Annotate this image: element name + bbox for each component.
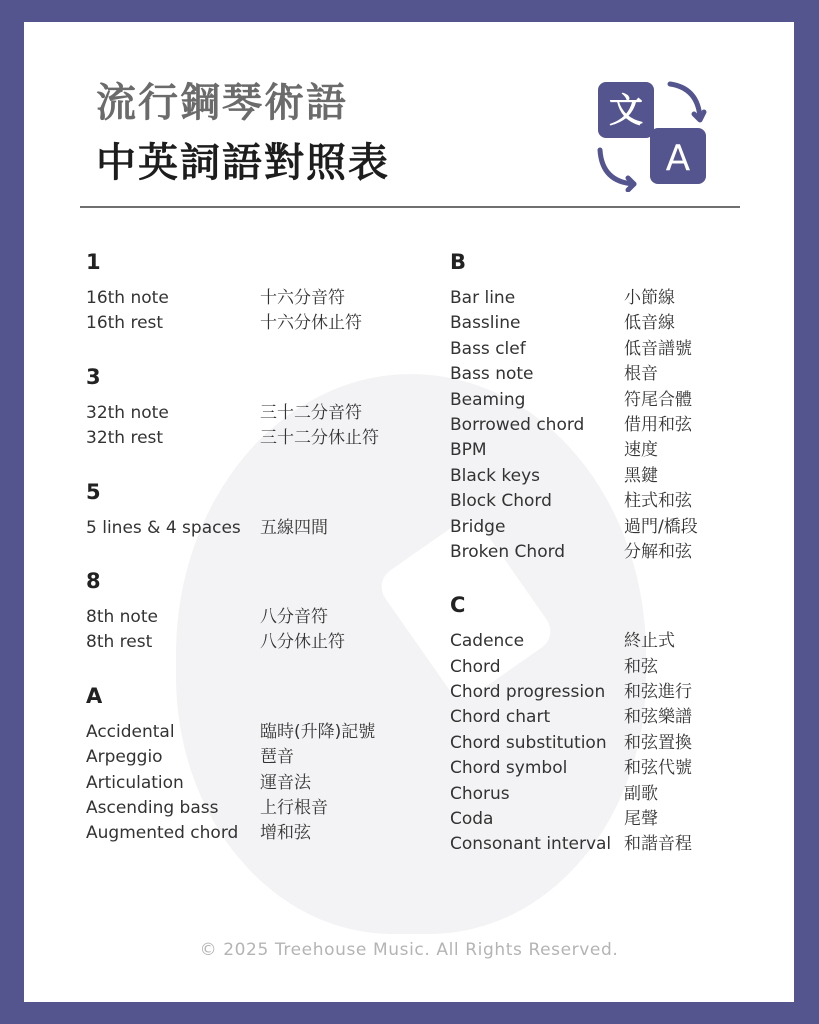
term-chinese: 黑鍵 [624,465,658,486]
term-english: Cadence [450,631,525,652]
term-english: Arpeggio [86,747,163,768]
term-english: Chorus [450,783,510,804]
term-chinese: 小節線 [624,288,675,308]
term-chinese: 八分休止符 [260,632,345,653]
term-english: Bassline [450,313,521,334]
term-english: 32th rest [86,428,164,449]
term-row [450,311,780,336]
glossary-section [86,248,416,337]
term-chinese: 和弦 [624,656,658,677]
term-row [86,630,416,655]
term-chinese: 臨時(升降)記號 [260,721,376,742]
term-english: Bass clef [450,338,526,359]
term-row [450,489,780,514]
glossary-section [86,363,416,452]
term-row [86,745,416,770]
term-row [450,807,780,832]
term-english: Chord chart [450,707,551,728]
term-chinese: 和弦代號 [624,758,692,779]
term-english: 5 lines & 4 spaces [86,517,241,538]
term-english: Coda [450,809,494,830]
term-row [450,388,780,413]
term-chinese: 終止式 [624,631,675,652]
term-english: 8th note [86,606,158,627]
term-english: Black keys [450,465,541,486]
term-english: Articulation [86,772,184,793]
term-chinese: 尾聲 [624,809,658,830]
term-chinese: 過門/橋段 [624,516,698,537]
copyright-footer: © 2025 Treehouse Music. All Rights Reserved. [199,940,619,960]
section-heading: 5 [86,479,101,504]
section-heading: 8 [86,568,101,593]
term-english: Broken Chord [450,541,566,562]
glossary-section [450,591,780,858]
term-row [450,680,780,705]
section-heading: C [450,593,466,618]
term-chinese: 五線四間 [260,517,328,538]
term-english: Bar line [450,288,516,308]
glossary-column-right [450,242,780,858]
term-english: Accidental [86,721,175,742]
term-row [450,286,780,311]
term-row [450,756,780,781]
term-english: Bass note [450,364,534,385]
term-chinese: 運音法 [260,772,311,793]
term-english: 16th note [86,288,169,308]
term-english: Augmented chord [86,823,239,844]
term-english: Bridge [450,516,506,537]
glossary-section [86,682,416,847]
term-row [86,426,416,451]
term-row [450,540,780,565]
term-row [450,362,780,387]
term-row [450,782,780,807]
glossary-column-left [86,242,416,847]
term-chinese: 三十二分休止符 [260,428,379,449]
term-row [450,515,780,540]
term-chinese: 和弦置換 [624,732,692,753]
term-chinese: 副歌 [624,783,658,804]
term-row [450,832,780,857]
term-english: Beaming [450,389,526,410]
term-chinese: 上行根音 [260,797,328,818]
term-chinese: 十六分休止符 [260,313,362,334]
term-chinese: 和弦樂譜 [624,707,692,728]
term-chinese: 速度 [624,440,658,461]
term-chinese: 八分音符 [260,606,328,627]
section-heading: A [86,683,103,708]
term-english: Block Chord [450,491,552,512]
term-chinese: 低音線 [624,313,675,334]
term-chinese: 低音譜號 [624,338,692,359]
term-english: Borrowed chord [450,414,585,435]
section-heading: 3 [86,364,101,389]
term-row [86,516,416,541]
glossary-card [24,22,794,1002]
glossary-section [450,248,780,565]
term-chinese: 和弦進行 [624,682,692,703]
page-subtitle: 中英詞語對照表 [96,140,390,186]
term-english: Chord progression [450,682,606,703]
term-english: 16th rest [86,313,164,334]
term-chinese: 三十二分音符 [260,402,362,423]
term-row [86,796,416,821]
term-row [86,720,416,745]
term-chinese: 根音 [624,364,658,385]
term-english: BPM [450,440,487,461]
logo-en-glyph: A [665,138,691,179]
term-english: 32th note [86,402,169,423]
term-chinese: 柱式和弦 [624,491,692,512]
term-chinese: 和諧音程 [624,834,692,855]
term-english: Chord substitution [450,732,607,753]
term-chinese: 借用和弦 [624,414,692,435]
term-row [86,771,416,796]
term-row [450,629,780,654]
page-title: 流行鋼琴術語 [96,80,348,126]
term-row [450,705,780,730]
term-english: Chord [450,656,501,677]
term-chinese: 符尾合體 [624,389,692,410]
logo-zh-glyph: 文 [609,91,643,131]
glossary-section [86,478,416,541]
section-heading: B [450,250,467,274]
term-row [86,286,416,311]
term-english: 8th rest [86,632,153,653]
term-chinese: 琶音 [260,747,294,768]
term-chinese: 分解和弦 [624,541,692,562]
term-row [450,731,780,756]
term-row [450,438,780,463]
term-row [450,464,780,489]
header-divider [80,206,740,208]
translate-icon [590,72,710,192]
term-row [86,821,416,846]
term-english: Ascending bass [86,797,219,818]
term-row [86,401,416,426]
term-row [450,337,780,362]
term-row [86,605,416,630]
glossary-section [86,567,416,656]
term-chinese: 增和弦 [260,823,311,844]
section-heading: 1 [86,250,101,274]
term-row [86,311,416,336]
term-english: Consonant interval [450,834,612,855]
term-english: Chord symbol [450,758,568,779]
term-chinese: 十六分音符 [260,288,345,308]
term-row [450,413,780,438]
term-row [450,655,780,680]
